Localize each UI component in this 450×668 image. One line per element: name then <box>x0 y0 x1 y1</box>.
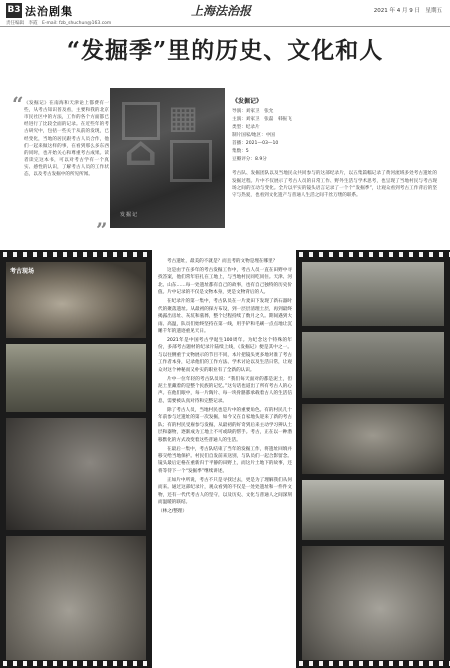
info-row: 集数：5 <box>232 149 249 155</box>
documentary-info <box>232 96 437 200</box>
info-row: 导演：刘家卫 张允 <box>232 109 274 114</box>
editor-line-bar <box>0 20 450 27</box>
intro-paragraph: 《发掘记》在南海和天津论上都费有一些，从考古知识普及看，主要和我的北京市民社区中的方法，工作的各个方面都已经进行了比较全面的记录。在近些年的考古研究中，包括一些关于从前的发现，已经变化，当地的居民跟考古人员合作，他们一起来做这样的事，在看到那么多东西的同时，也开始关心和尊重考古成果。读者读完这本书，可以对考古学有一个真实、感性的认识，了解考古人员的工作状态，以及考古发掘中的所见所闻。 <box>24 101 109 178</box>
photo-team-at-dig <box>302 332 444 398</box>
body-paragraph: 片中一位年轻的考古队员说：“我们每天面对的都是泥土，但泥土里藏着的是整个民族的记忆。”这句话也道出了所有考古人的心声。在他们眼中，每一片陶片、每一块骨骼都承载着古人的生活信息，需要被认真对待和完整记录。 <box>158 376 292 404</box>
body-paragraph: 除了考古人员，当地村民也是片中的重要角色。有的村民几十年前参与过遗址的第一次发掘，如今又在自家地头迎来了新的考古队；有的村民受雇参与发掘，从最初的好奇到后来主动学习辨认土层和器物，逐渐成为工地上不可或缺的帮手。考古，正在以一种潜移默化的方式改变着这些普通人的生活。 <box>158 407 292 443</box>
film-perforation <box>296 661 450 666</box>
info-title: 《发掘记》 <box>232 98 263 105</box>
info-description: 考古队、发掘团队以及当地民众共同参与的这部纪录片，以五集篇幅记录了黄河流域多处考古遗址的发掘过程。片中不仅展示了考古人员的日常工作、野外生活与学术思考，也呈现了当地村民与考古现场之间的互动与变化。全片以平实的镜头语言记录了一个个“发掘季”，让观众看到考古工作背后的坚守与热爱，也看到文化遗产与普通人生活之间千丝万缕的联系。 <box>232 171 437 199</box>
cover-stamp-shape <box>170 140 212 182</box>
article-body <box>158 258 292 517</box>
close-quote-icon: ” <box>96 218 108 242</box>
body-paragraph: 这是由于在多年的考古发掘工作中，考古人员一直在田野中寻找答案，他们常年驻扎在工地上，与当地村民同吃同住。天津、河北、山东……每一处遗址都有自己的故事，也有自己独特的历史价值。片中记录的不仅是文物本身，更是文物背后的人。 <box>158 267 292 296</box>
article-headline: “发掘季”里的历史、文化和人 <box>66 37 384 64</box>
right-filmstrip <box>296 250 450 668</box>
photo-trench-grid <box>302 404 444 474</box>
photo-artifact-closeup <box>302 546 444 660</box>
issue-date: 2021 年 4 月 9 日 星期五 <box>373 8 442 14</box>
open-quote-icon: “ <box>12 92 24 116</box>
cover-caption: 发掘记 <box>120 212 139 218</box>
film-perforation <box>0 661 152 666</box>
info-row: 首播：2021—03—10 <box>232 141 279 147</box>
body-paragraph: 在最后一集中，考古队结束了当年的发掘工作，将遗址回填并移交给当地保护。村民们自发前来送别，与队员们一起合影留念。镜头最后定格在重新归于平静的田野上，而这片土地下的故事，还将等待下一个“发掘季”继续讲述。 <box>158 446 292 474</box>
left-filmstrip <box>0 250 152 668</box>
editor-line: 责任编辑 李霞 E-mail: fzb_shuchun@163.com <box>6 21 112 26</box>
page-code-badge: B3 <box>6 3 22 18</box>
photo-brushing-artifact <box>6 536 146 660</box>
body-paragraph: 在纪录片的第一集中，考古队员在一片麦田下发现了新石器时代的聚落遗址。从最初的探方布设，到一层层清理土层，再到最终揭露出房址、灰坑和墓葬，整个过程持续了数月之久。期间遇到大雨、高温，队员们始终坚持在第一线，用手铲和毛刷一点点地让沉睡千年的遗迹重见天日。 <box>158 299 292 334</box>
photo-excavated-bones <box>6 262 146 338</box>
info-row: 制片国家/地区：中国 <box>232 133 275 139</box>
cover-glyph-shape: ▦ <box>168 98 199 136</box>
film-perforation <box>296 252 450 257</box>
info-row: 主演：刘家卫 张磊 韩振飞 <box>232 117 292 123</box>
byline: （林之/整理） <box>158 509 188 514</box>
body-paragraph: 正如片中所说，考古不只是寻找过去，更是为了理解我们从何而来。通过这部纪录片，观众看到的不仅是一处处遗址和一件件文物，还有一代代考古人的坚守，以及历史、文化与普通人之间深刻而温暖的联结。 <box>158 477 292 506</box>
photo-excavation-team <box>6 344 146 412</box>
body-paragraph: 2021年是中国考古学诞生100周年。为纪念这个特殊的年份，多部考古题材的纪录片陆续上线，《发掘记》便是其中之一。与以往侧重于文物展示的节目不同，本片把镜头更多地对准了考古工作者本身，记录他们的工作方法、学术讨论以及生活日常，让观众对这个神秘而又朴实的职业有了全新的认识。 <box>158 337 292 373</box>
documentary-cover-image <box>110 88 225 228</box>
section-name: 法治剧集 <box>25 5 73 18</box>
film-perforation <box>0 252 152 257</box>
photo-excavation-site-overview <box>302 262 444 326</box>
photo-worker-in-pit <box>6 418 146 530</box>
photo-village-gate <box>302 480 444 540</box>
info-row: 类型：纪录片 <box>232 125 260 131</box>
masthead <box>0 0 450 20</box>
newspaper-logo: 上海法治报 <box>191 4 252 18</box>
info-row: 豆瓣评分：8.9分 <box>232 157 267 163</box>
body-paragraph: 考古遗址，最美的不就是？而且考的文物是埋在哪里？ <box>167 259 278 264</box>
photo-caption: 考古现场 <box>10 268 35 275</box>
cover-glyph-shape: ⌂ <box>124 128 158 175</box>
